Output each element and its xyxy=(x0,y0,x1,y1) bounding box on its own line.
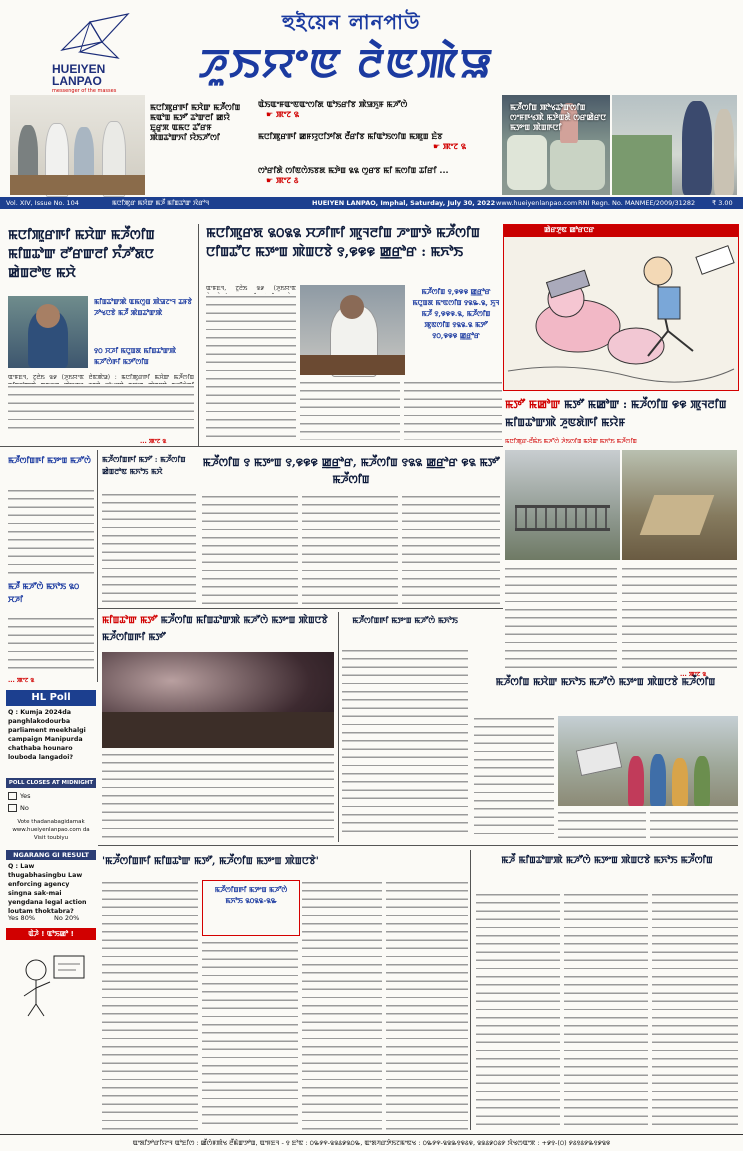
left-sub-headline: ꯃꯤꯡꯊꯣꯛꯄꯥ ꯑꯃꯁꯨꯡ ꯄꯥꯎꯖꯦꯜ ꯊꯝꯕꯥ ꯍꯣꯠꯅꯕꯥ ꯃꯍꯩ ꯄꯥꯡꯊꯣꯛꯄꯥ xyxy=(94,297,193,317)
poll-vote-instructions[interactable]: Vote thadanabagidamak www.hueiyenlanpao.com da Visit toubiyu xyxy=(12,819,90,841)
row2-left-headline[interactable]: ꯃꯍꯩꯁꯤꯡꯒꯤ ꯃꯇꯦꯡ ꯃꯍꯧꯁꯥ xyxy=(8,455,91,465)
row3-mid-headline[interactable]: ꯃꯍꯩꯁꯤꯡꯒꯤ ꯃꯇꯦꯡ ꯃꯍꯧꯁꯥ ꯃꯈꯣꯏ xyxy=(352,615,458,625)
cartoon-illustration-icon xyxy=(508,241,734,385)
poll-result-yes: Yes 80% xyxy=(8,914,36,922)
row4-body-lines-2 xyxy=(202,940,298,1130)
logo-wordmark: HUEIYEN LANPAO xyxy=(52,62,106,88)
footer-contact-line: ꯑꯦꯗꯤꯇꯣꯔꯤꯌꯦꯜ ꯑꯣꯐꯤꯁ : ꯀꯩꯁꯥꯝꯄꯥꯠ ꯂꯩꯃꯥꯛꯇꯣꯡ, ꯑꯦꯝꯐꯜ - ꯱ ꯐꯣꯟ : ꯰꯳꯸꯵-꯲꯲꯴꯹꯲꯰꯳, ꯑꯦꯗꯚꯔꯇꯥꯏꯖꯃꯦꯟꯠ : ꯰꯳꯸꯵-꯲꯲꯳꯱꯶꯴꯶, ꯲꯲꯴꯹꯰꯴꯸ ꯋꯥꯠꯁꯑꯦꯞ : +꯹꯱-(꯰) ꯸꯴꯱꯴꯸꯳꯱꯹꯲꯶ xyxy=(0,1134,743,1151)
cartoon-box xyxy=(503,224,739,391)
left-sub-headline-2: ꯱꯰ ꯆꯍꯤ ꯃꯅꯨꯡꯗ ꯃꯤꯡꯊꯣꯛꯄꯥ ꯃꯍꯧꯁꯥꯒꯤ ꯃꯇꯧꯁꯤꯡ xyxy=(94,346,177,366)
center-story-body: ꯑꯦꯝꯐꯜ, ꯖꯨꯂꯥꯏ ꯲꯹ (ꯍꯨꯏꯌꯦꯟ xyxy=(206,285,296,292)
officer-portrait-photo xyxy=(8,296,88,368)
website-link[interactable]: www.hueiyenlanpao.com xyxy=(496,199,578,207)
row4-right-body-lines-2 xyxy=(564,892,648,1130)
right-story-headline[interactable]: ꯃꯇꯧ ꯃꯀꯣꯛ ꯃꯇꯧ ꯃꯀꯣꯛ : ꯃꯍꯩꯁꯤꯡ ꯶꯶ ꯄꯨꯜꯂꯤꯡ ꯃꯤꯡꯊꯣꯛꯄꯥ ꯍꯨꯟꯗꯥꯒꯤ ꯃꯌꯥꯝ xyxy=(505,398,727,429)
row2-main-body-lines-1 xyxy=(202,494,298,604)
center-story-body-lines-1 xyxy=(206,294,296,440)
masthead xyxy=(0,0,743,92)
row4-body-lines-3 xyxy=(302,880,382,1130)
row4-body-lines-1 xyxy=(102,880,198,1130)
bridge-photo xyxy=(505,450,620,560)
row2-right-body-lines-1 xyxy=(505,566,617,668)
row2-col2-body-lines xyxy=(102,492,196,604)
hl-poll-question: Q : Kumja 2024da panghlakodourba parliament meekhalgi campaign Manipurda chathaba hounaro louboda langadoi? xyxy=(8,709,86,761)
center-lead-headline[interactable]: ꯃꯅꯤꯄꯨꯔꯗ ꯲꯰꯲꯲ ꯆꯍꯤꯒꯤ ꯄꯨꯜꯂꯤꯡ ꯍꯦꯛꯇꯥ ꯃꯍꯩꯁꯤꯡ ꯅꯤꯡꯊꯧꯅ ꯃꯇꯦꯡ ꯄꯥꯡꯅꯕꯥ ꯱,꯶꯶꯶ ꯀ꯭ꯔꯣꯔ : ꯃꯈꯣꯏ xyxy=(206,226,480,260)
poll-yes-option[interactable]: Yes xyxy=(8,792,31,800)
left-story-body-lines xyxy=(8,384,194,434)
row3-left-body-lines xyxy=(102,752,334,838)
row3-right-body-lines-2 xyxy=(558,810,646,840)
left-lead-headline[interactable]: ꯃꯅꯤꯄꯨꯔꯒꯤ ꯃꯆꯥꯛ ꯃꯍꯩꯁꯤꯡ ꯃꯤꯡꯊꯣꯛ ꯂꯧꯔꯛꯂꯤ ꯈꯪꯍꯧꯗꯅ ꯀꯥꯡꯂꯣꯟ ꯃꯆꯥ xyxy=(8,228,155,281)
row2-main-headline[interactable]: ꯃꯍꯩꯁꯤꯡ ꯱ ꯃꯇꯦꯡ ꯱,꯶꯶꯶ ꯀ꯭ꯔꯣꯔ, ꯃꯍꯩꯁꯤꯡ ꯱꯲꯲ ꯀ꯭ꯔꯣꯔ ꯶꯲ ꯃꯇꯧ ꯃꯍꯩꯁꯤꯡ xyxy=(202,456,500,486)
teaser-left[interactable]: ꯃꯅꯤꯄꯨꯔꯒꯤ ꯃꯆꯥꯛ ꯃꯍꯩꯁꯤꯡ ꯃꯑꯣꯡ ꯃꯇꯧ ꯊꯣꯛꯂꯤ ꯀꯌꯥ ꯐꯨꯔꯨꯞ ꯑꯃꯅ ꯊꯧꯔꯝ ꯄꯥꯡꯊꯣꯛꯈꯤ ꯌꯥꯏꯍꯧꯁꯤ xyxy=(150,103,241,142)
cartoon-box-title: ꯀꯥꯔꯇꯨꯟ ꯀꯣꯔꯅꯔ xyxy=(544,226,595,234)
row3-mid-body-lines xyxy=(342,648,468,838)
pocket-cartoon-icon xyxy=(6,942,96,1018)
right-story-caption: ꯃꯅꯤꯄꯨꯔ-ꯂꯩꯃꯥꯏ ꯃꯍꯧꯁꯥ ꯍꯥꯏꯁꯤꯡ ꯃꯆꯥꯛ ꯃꯈꯣꯏ ꯃꯍꯩꯁꯤꯡ xyxy=(505,438,637,445)
poll-closes-banner: POLL CLOSES AT MIDNIGHT xyxy=(6,778,96,788)
row4-right-body-lines-1 xyxy=(476,892,560,1130)
logo-tagline: messenger of the masses xyxy=(52,88,117,94)
row2-right-body-lines-2 xyxy=(622,566,737,668)
poll-result-banner: NGARANG GI RESULT xyxy=(6,850,96,860)
issue-info-bar: Vol. XIV, Issue No. 104 ꯃꯅꯤꯄꯨꯔ ꯃꯆꯥꯛ ꯃꯍꯩ ꯃꯤꯡꯊꯣꯛ ꯋꯥꯔꯣꯜ HUEIYEN LANPAO, Imphal, Saturday, July 30, 2022 www.hueiyenlanpao.com RNI Regn. No. MANMEE/2009/31282 ₹ 3.00 xyxy=(0,197,743,209)
row2-left-small-headline[interactable]: ꯃꯍꯩ ꯃꯍꯧꯁꯥ ꯃꯈꯣꯏ ꯲꯰ ꯆꯍꯤ xyxy=(8,581,80,604)
row4-right-headline[interactable]: ꯃꯍꯩ ꯃꯤꯡꯊꯣꯛꯄꯥ ꯃꯍꯧꯁꯥ ꯃꯇꯦꯡ ꯄꯥꯡꯅꯕꯥ ꯃꯈꯣꯏ ꯃꯍꯩꯁꯤꯡ xyxy=(501,855,713,866)
center-story-body-lines-3 xyxy=(404,380,502,440)
event-photo-left xyxy=(10,95,145,195)
row4-right-body-lines-3 xyxy=(652,892,738,1130)
masthead-title-bengali: হুইয়েন লানপাউ xyxy=(282,10,421,34)
row3-left-headline[interactable]: ꯃꯤꯡꯊꯣꯛ ꯃꯇꯧ ꯃꯍꯩꯁꯤꯡ ꯃꯤꯡꯊꯣꯛꯄꯥ ꯃꯍꯧꯁꯥ ꯃꯇꯦꯡ ꯄꯥꯡꯅꯕꯥ ꯃꯍꯩꯁꯤꯡꯒꯤ ꯃꯇꯧ xyxy=(102,615,328,643)
night-crowd-photo xyxy=(102,652,334,748)
masthead-title-meetei: ꯍꯨꯏꯌꯦꯟ ꯂꯥꯟꯄꯥꯎ xyxy=(196,40,497,87)
row3-right-body-lines-3 xyxy=(650,810,738,840)
left-story-more[interactable]: ... ꯄꯦꯖ ꯲ xyxy=(140,438,167,445)
teaser-right[interactable]: ꯃꯍꯩꯁꯤꯡ ꯄꯣꯠꯊꯣꯛꯁꯤꯡ ꯁꯦꯝꯒꯠꯄꯥ ꯃꯇꯥꯡꯗꯥ ꯁꯔꯀꯥꯔꯅ ꯃꯇꯦꯡ ꯄꯥꯡꯒꯅꯤ xyxy=(510,103,607,132)
left-story-body: ꯑꯦꯝꯐꯜ, ꯖꯨꯂꯥꯏ ꯲꯹ (ꯍꯨꯏꯌꯦꯟ ꯂꯥꯟꯄꯥꯎ) : ꯃꯅꯤꯄꯨꯔꯒꯤ ꯃꯆꯥꯛ ꯃꯍꯩꯁꯤꯡ xyxy=(8,374,194,381)
teaser-center-2[interactable]: ꯃꯅꯤꯄꯨꯔꯒꯤ ꯀꯝꯌꯨꯅꯤꯇꯤꯗ ꯂꯩꯔꯤꯕ ꯃꯤꯑꯣꯏꯁꯤꯡ ꯃꯄꯨꯡ ꯐꯥꯕ ☛ ꯄꯦꯖ ꯲ xyxy=(258,132,466,151)
row2-col2-headline[interactable]: ꯃꯍꯩꯁꯤꯡꯒꯤ ꯃꯇꯧ : ꯃꯍꯩꯁꯤꯡ ꯀꯥꯡꯂꯣꯟ ꯃꯈꯣꯏ ꯃꯆꯥ xyxy=(102,455,186,476)
row4-body-lines-4 xyxy=(386,880,468,1130)
officials-photo xyxy=(612,95,737,195)
teaser-center-3[interactable]: ꯁꯣꯔꯤꯗꯥ ꯁꯤꯟꯁꯥꯏꯕꯗ ꯃꯇꯥꯡ ꯲꯲ ꯁꯨꯔꯕ ꯃꯤ ꯃꯁꯤꯡ ꯊꯤꯔꯤ ... ☛ ꯄꯦꯖ ꯴ xyxy=(258,166,449,185)
poll-result-no: No 20% xyxy=(54,914,80,922)
cartoon-corner-title: ꯑꯥꯍꯥ ! ꯑꯣꯏꯀꯣ ! xyxy=(6,928,96,940)
row2-left-body-lines xyxy=(8,488,94,574)
center-story-body-lines-2 xyxy=(300,380,400,440)
row2-right-more[interactable]: ... ꯄꯦꯖ ꯲ xyxy=(680,671,707,678)
row2-left-more[interactable]: ... ꯄꯦꯖ ꯲ xyxy=(8,677,35,684)
row3-right-body-lines-1 xyxy=(474,716,554,836)
row3-right-headline[interactable]: ꯃꯍꯩꯁꯤꯡ ꯃꯆꯥꯛ ꯃꯈꯣꯏ ꯃꯍꯧꯁꯥ ꯃꯇꯦꯡ ꯄꯥꯡꯅꯕꯥ ꯃꯍꯩꯁꯤꯡ xyxy=(495,677,716,688)
poll-result-question: Q : Law thugabhasingbu Law enforcing agency singna sak-mai yengdana legal action loutam thoktabra? xyxy=(8,863,87,915)
row2-main-body-lines-3 xyxy=(402,494,500,604)
teaser-center-1[interactable]: ꯑꯥꯏꯑꯦꯝꯑꯦꯟꯑꯦꯁꯤꯗ ꯑꯣꯏꯔꯤꯕ ꯄꯥꯎꯈꯨꯝ ꯃꯍꯧꯁꯥ ☛ ꯄꯦꯖ ꯲ xyxy=(258,100,408,119)
poll-no-option[interactable]: No xyxy=(8,804,29,812)
row2-left-body-lines-2 xyxy=(8,616,94,672)
hl-poll-box xyxy=(6,690,96,1020)
row4-highlight-text: ꯃꯍꯩꯁꯤꯡꯒꯤ ꯃꯇꯦꯡ ꯃꯍꯧꯁꯥ ꯃꯈꯣꯏ ꯲꯰꯲꯲-꯲꯳ xyxy=(214,885,288,905)
landslide-photo xyxy=(622,450,737,560)
center-sidebar-highlight: ꯃꯍꯩꯁꯤꯡ ꯱,꯶꯶꯶ ꯀ꯭ꯔꯣꯔ ꯃꯅꯨꯡꯗ ꯃꯦꯟꯁꯤꯡ ꯱꯲꯳.꯲, ꯈꯨꯜ ꯃꯍꯩ ꯱,꯶꯶꯶.꯲, ꯃꯍꯩꯁꯤꯡ ꯄꯨꯟꯁꯤꯡ ꯱꯲꯲.꯲ ꯃꯇꯧ ꯱꯰,꯶꯶꯶ ꯀ꯭ꯔꯣꯔ xyxy=(412,287,500,340)
chief-minister-photo xyxy=(300,285,405,375)
hl-poll-header: HL Poll xyxy=(6,690,96,706)
origami-bird-logo-icon xyxy=(60,12,130,60)
protest-photo xyxy=(558,716,738,806)
row2-main-body-lines-2 xyxy=(302,494,398,604)
row4-headline[interactable]: 'ꯃꯍꯩꯁꯤꯡꯒꯤ ꯃꯤꯡꯊꯣꯛ ꯃꯇꯧ, ꯃꯍꯩꯁꯤꯡ ꯃꯇꯦꯡ ꯄꯥꯡꯅꯕꯥ' xyxy=(102,856,319,867)
